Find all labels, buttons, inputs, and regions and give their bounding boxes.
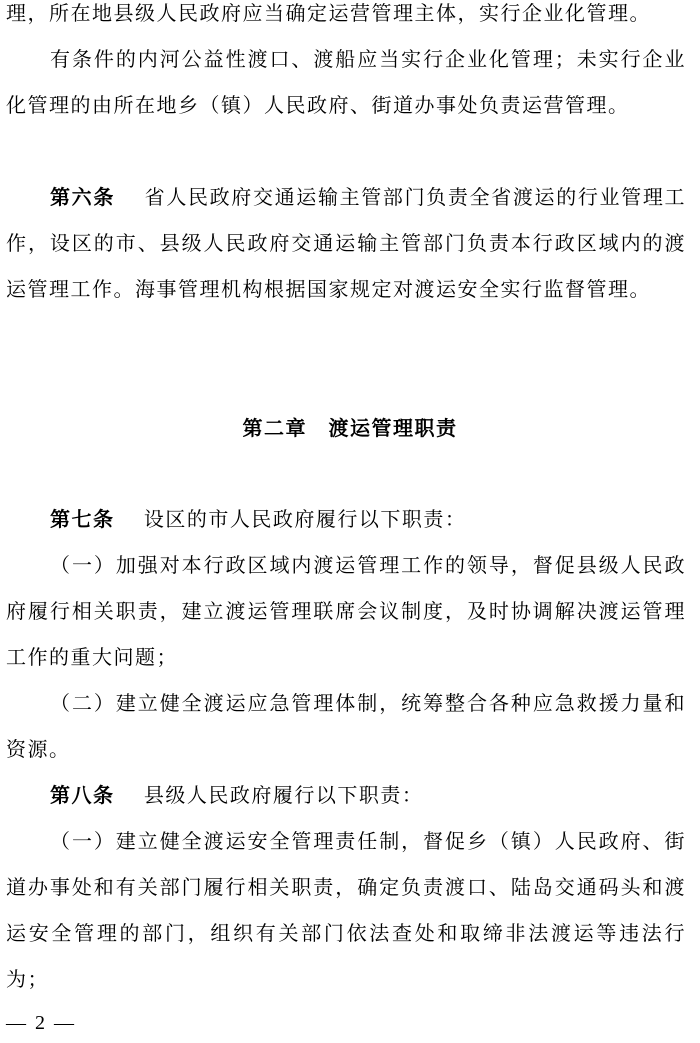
article-label: 第八条 <box>50 783 115 807</box>
article-text: 县级人民政府履行以下职责： <box>143 783 424 807</box>
article-8 <box>6 772 686 818</box>
article-label: 第七条 <box>50 507 115 531</box>
article-7-item-2 <box>6 680 686 772</box>
article-7-item-1 <box>6 542 686 680</box>
article-8-item-1 <box>6 818 686 1002</box>
chapter-heading <box>0 412 700 441</box>
item-text: （一）建立健全渡运安全管理责任制，督促乡（镇）人民政府、街道办事处和有关部门履行相关职责，确定负责渡口、陆岛交通码头和渡运安全管理的部门，组织有关部门依法查处和取缔非法渡运等违法行为； <box>6 829 686 991</box>
article-label: 第六条 <box>50 185 115 209</box>
article-7 <box>6 496 686 542</box>
article-text: 设区的市人民政府履行以下职责： <box>143 507 467 531</box>
paragraph-text: 有条件的内河公益性渡口、渡船应当实行企业化管理；未实行企业化管理的由所在地乡（镇）人民政府、街道办事处负责运营管理。 <box>6 47 686 117</box>
paragraph-ferry-management <box>6 36 686 128</box>
page-number: — 2 — <box>6 1012 76 1034</box>
paragraph-continuation <box>6 0 686 36</box>
chapter-title: 渡运管理职责 <box>328 416 458 440</box>
article-6 <box>6 174 686 312</box>
paragraph-text: 理，所在地县级人民政府应当确定运营管理主体，实行企业化管理。 <box>6 1 651 25</box>
item-text: （二）建立健全渡运应急管理体制，统筹整合各种应急救援力量和资源。 <box>6 691 686 761</box>
item-text: （一）加强对本行政区域内渡运管理工作的领导，督促县级人民政府履行相关职责，建立渡运管理联席会议制度，及时协调解决渡运管理工作的重大问题； <box>6 553 686 669</box>
chapter-number: 第二章 <box>242 416 307 440</box>
article-text: 省人民政府交通运输主管部门负责全省渡运的行业管理工作，设区的市、县级人民政府交通运输主管部门负责本行政区域内的渡运管理工作。海事管理机构根据国家规定对渡运安全实行监督管理。 <box>6 185 687 301</box>
